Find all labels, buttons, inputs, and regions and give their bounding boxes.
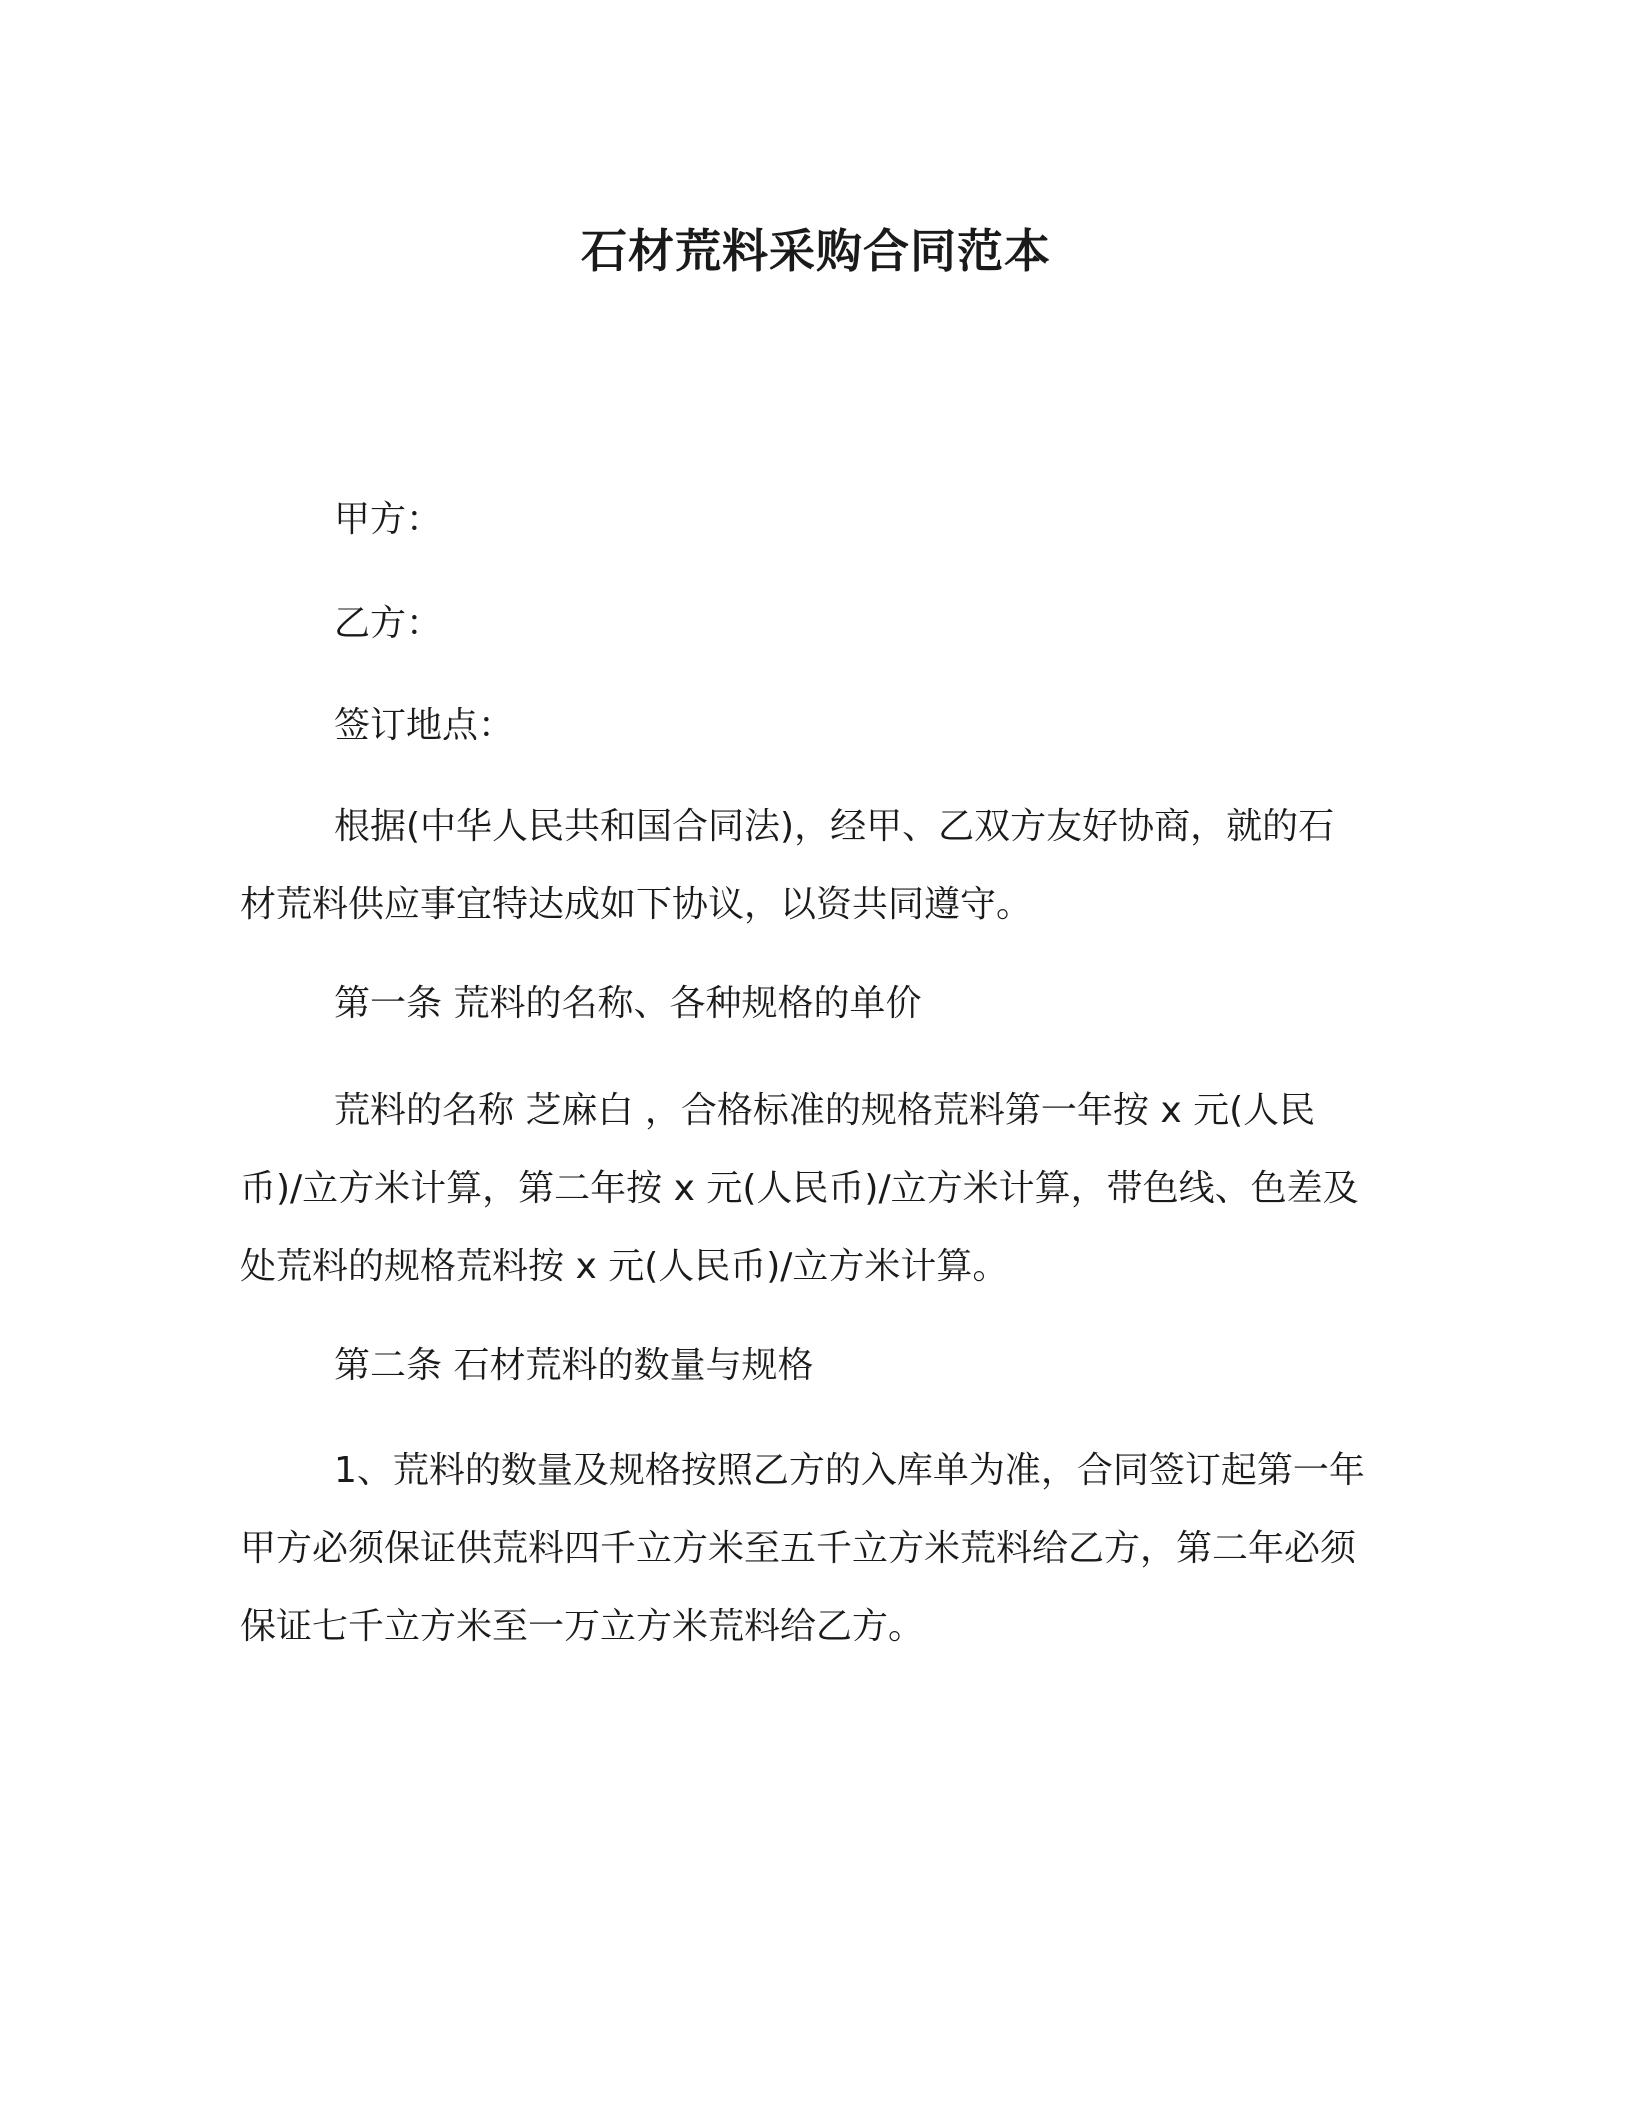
party-b-label: 乙方： xyxy=(334,603,443,644)
article-2-item-1: 1、荒料的数量及规格按照乙方的入库单为准，合同签订起第一年甲方必须保证供荒料四千立方米至五千立方米荒料给乙方，第二年必须保证七千立方米至一万立方米荒料给乙方。 xyxy=(240,1450,1365,1647)
sign-place-label: 签订地点： xyxy=(334,705,515,746)
article-2-heading: 第二条 石材荒料的数量与规格 xyxy=(334,1345,814,1386)
article-1-heading: 第一条 荒料的名称、各种规格的单价 xyxy=(334,983,922,1024)
party-a-label: 甲方： xyxy=(334,499,443,540)
intro-paragraph: 根据(中华人民共和国合同法)，经甲、乙双方友好协商，就的石材荒料供应事宜特达成如下协议，以资共同遵守。 xyxy=(240,806,1335,925)
document-title: 石材荒料采购合同范本 xyxy=(581,224,1051,278)
article-1-body: 荒料的名称 芝麻白 ，合格标准的规格荒料第一年按 x 元(人民币)/立方米计算，第二年按 x 元(人民币)/立方米计算，带色线、色差及处荒料的规格荒料按 x 元(人民币)/立方米计算。 xyxy=(240,1090,1359,1287)
